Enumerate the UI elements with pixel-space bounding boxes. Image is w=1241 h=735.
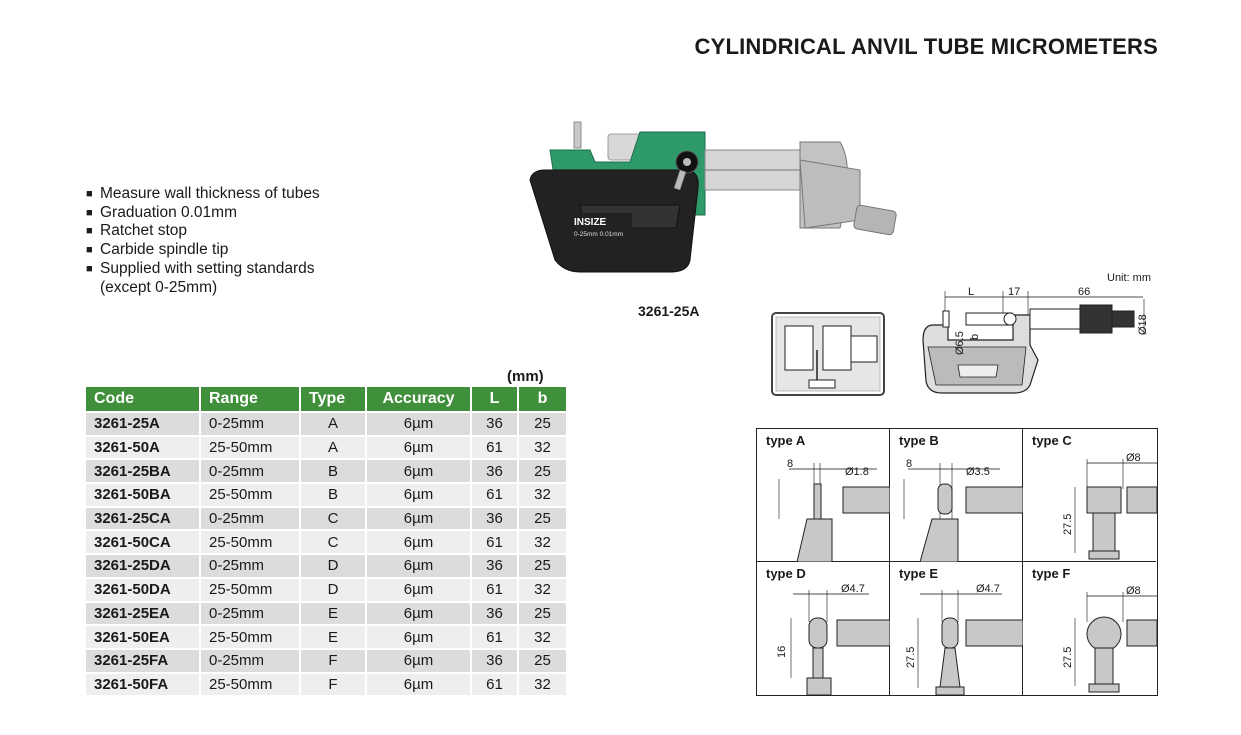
type-a-cell <box>757 429 890 562</box>
cell-code: 3261-50CA <box>86 530 200 554</box>
overview-dimension-drawing <box>918 285 1158 400</box>
dim-text: 27.5 <box>905 646 917 668</box>
frame-marking: 0-25mm 0.01mm <box>574 231 624 238</box>
type-c-diagram <box>1023 429 1157 562</box>
cell-code: 3261-25DA <box>86 554 200 578</box>
feature-item <box>86 260 320 279</box>
cell-range: 0-25mm <box>200 507 300 531</box>
feature-note: (except 0-25mm) <box>100 278 218 296</box>
cell-type: A <box>300 412 366 436</box>
dim-text: 8 <box>787 458 794 470</box>
dim-text: 16 <box>776 645 788 658</box>
cell-b: 25 <box>518 649 567 673</box>
feature-item <box>86 185 320 204</box>
cell-l: 61 <box>471 530 518 554</box>
cell-code: 3261-25EA <box>86 602 200 626</box>
cell-b: 32 <box>518 578 567 602</box>
col-header-range: Range <box>200 387 300 412</box>
feature-list <box>86 185 320 297</box>
cell-type: B <box>300 483 366 507</box>
cell-b: 32 <box>518 625 567 649</box>
cell-l: 36 <box>471 554 518 578</box>
dim-66: 66 <box>1078 286 1091 298</box>
cell-accuracy: 6µm <box>366 673 471 696</box>
cell-accuracy: 6µm <box>366 554 471 578</box>
cell-l: 61 <box>471 625 518 649</box>
cell-type: F <box>300 673 366 696</box>
dim-L: L <box>968 286 975 298</box>
dim-b: b <box>969 333 981 340</box>
square-bullet-icon: ■ <box>86 188 93 200</box>
type-label: type D <box>766 566 806 581</box>
table-row <box>86 412 567 436</box>
square-bullet-icon: ■ <box>86 225 93 238</box>
cell-type: D <box>300 578 366 602</box>
dim-text: Ø3.5 <box>966 466 990 478</box>
dim-text: 27.5 <box>1062 513 1074 535</box>
cell-range: 25-50mm <box>200 673 300 696</box>
dim-text: Ø1.8 <box>845 466 869 478</box>
cell-code: 3261-25BA <box>86 459 200 483</box>
cell-l: 61 <box>471 436 518 460</box>
cell-range: 25-50mm <box>200 578 300 602</box>
table-row <box>86 625 567 649</box>
micrometer-photo <box>520 110 900 285</box>
cell-accuracy: 6µm <box>366 483 471 507</box>
cell-l: 36 <box>471 507 518 531</box>
feature-text: Ratchet stop <box>100 222 188 240</box>
spec-table <box>86 387 568 695</box>
type-label: type C <box>1032 433 1072 448</box>
dim-text: Ø4.7 <box>841 583 865 595</box>
type-b-cell <box>890 429 1023 562</box>
feature-text: Measure wall thickness of tubes <box>100 185 320 202</box>
table-unit: (mm) <box>507 368 544 385</box>
table-row <box>86 602 567 626</box>
cell-l: 61 <box>471 578 518 602</box>
cell-code: 3261-25FA <box>86 649 200 673</box>
feature-item <box>86 204 320 223</box>
type-e-cell <box>890 562 1023 695</box>
cell-type: D <box>300 554 366 578</box>
square-bullet-icon: ■ <box>86 262 93 275</box>
table-row <box>86 436 567 460</box>
cell-l: 61 <box>471 673 518 696</box>
cell-accuracy: 6µm <box>366 578 471 602</box>
anvil-detail-drawing <box>771 312 885 396</box>
cell-range: 25-50mm <box>200 436 300 460</box>
col-header-l: L <box>471 387 518 412</box>
table-row <box>86 649 567 673</box>
cell-l: 36 <box>471 649 518 673</box>
cell-l: 36 <box>471 459 518 483</box>
cell-type: A <box>300 436 366 460</box>
cell-code: 3261-25CA <box>86 507 200 531</box>
type-diagrams <box>756 428 1158 696</box>
type-label: type F <box>1032 566 1071 581</box>
cell-b: 25 <box>518 459 567 483</box>
cell-code: 3261-50FA <box>86 673 200 696</box>
cell-range: 0-25mm <box>200 602 300 626</box>
cell-type: E <box>300 625 366 649</box>
cell-range: 25-50mm <box>200 625 300 649</box>
spec-table-body <box>86 412 567 695</box>
type-label: type E <box>899 566 939 581</box>
type-d-diagram <box>757 562 890 695</box>
table-row <box>86 459 567 483</box>
cell-code: 3261-25A <box>86 412 200 436</box>
square-bullet-icon: ■ <box>86 206 93 219</box>
cell-accuracy: 6µm <box>366 412 471 436</box>
feature-text: Carbide spindle tip <box>100 241 229 259</box>
cell-code: 3261-50DA <box>86 578 200 602</box>
feature-item <box>86 241 320 260</box>
dim-d65: Ø6.5 <box>954 331 966 355</box>
cell-accuracy: 6µm <box>366 602 471 626</box>
square-bullet-icon: ■ <box>86 244 93 257</box>
table-row <box>86 673 567 696</box>
cell-l: 36 <box>471 602 518 626</box>
col-header-b: b <box>518 387 567 412</box>
cell-range: 25-50mm <box>200 483 300 507</box>
page-title: CYLINDRICAL ANVIL TUBE MICROMETERS <box>694 34 1158 59</box>
dim-text: 8 <box>906 458 913 470</box>
dim-text: Ø8 <box>1126 585 1141 597</box>
cell-accuracy: 6µm <box>366 625 471 649</box>
type-f-diagram <box>1023 562 1157 695</box>
unit-note: Unit: mm <box>1107 272 1151 284</box>
table-header-row <box>86 387 567 412</box>
cell-b: 25 <box>518 507 567 531</box>
table-row <box>86 554 567 578</box>
cell-type: C <box>300 530 366 554</box>
table-row <box>86 578 567 602</box>
cell-accuracy: 6µm <box>366 530 471 554</box>
cell-b: 32 <box>518 483 567 507</box>
type-a-diagram <box>757 429 890 562</box>
cell-type: E <box>300 602 366 626</box>
table-row <box>86 483 567 507</box>
dim-17: 17 <box>1008 286 1021 298</box>
cell-type: B <box>300 459 366 483</box>
cell-b: 32 <box>518 436 567 460</box>
dim-text: Ø4.7 <box>976 583 1000 595</box>
type-label: type A <box>766 433 806 448</box>
cell-type: C <box>300 507 366 531</box>
cell-code: 3261-50A <box>86 436 200 460</box>
cell-accuracy: 6µm <box>366 459 471 483</box>
cell-type: F <box>300 649 366 673</box>
dim-text: 27.5 <box>1062 646 1074 668</box>
cell-range: 0-25mm <box>200 459 300 483</box>
cell-b: 25 <box>518 602 567 626</box>
type-e-diagram <box>890 562 1023 695</box>
cell-accuracy: 6µm <box>366 649 471 673</box>
cell-accuracy: 6µm <box>366 436 471 460</box>
dim-text: Ø8 <box>1126 452 1141 464</box>
feature-text: Supplied with setting standards <box>100 259 315 277</box>
type-f-cell <box>1023 562 1156 695</box>
cell-accuracy: 6µm <box>366 507 471 531</box>
table-row <box>86 530 567 554</box>
brand-logo: INSIZE <box>574 217 607 228</box>
type-c-cell <box>1023 429 1156 562</box>
cell-code: 3261-50BA <box>86 483 200 507</box>
cell-range: 0-25mm <box>200 649 300 673</box>
cell-b: 32 <box>518 673 567 696</box>
cell-range: 0-25mm <box>200 554 300 578</box>
feature-text: Graduation 0.01mm <box>100 203 237 221</box>
cell-l: 61 <box>471 483 518 507</box>
col-header-accuracy: Accuracy <box>366 387 471 412</box>
type-d-cell <box>757 562 890 695</box>
feature-item <box>86 222 320 241</box>
cell-range: 25-50mm <box>200 530 300 554</box>
model-caption: 3261-25A <box>638 303 700 319</box>
cell-code: 3261-50EA <box>86 625 200 649</box>
type-label: type B <box>899 433 939 448</box>
cell-range: 0-25mm <box>200 412 300 436</box>
dim-d18: Ø18 <box>1137 314 1149 335</box>
col-header-type: Type <box>300 387 366 412</box>
type-b-diagram <box>890 429 1023 562</box>
cell-b: 25 <box>518 554 567 578</box>
cell-b: 25 <box>518 412 567 436</box>
cell-b: 32 <box>518 530 567 554</box>
cell-l: 36 <box>471 412 518 436</box>
col-header-code: Code <box>86 387 200 412</box>
table-row <box>86 507 567 531</box>
